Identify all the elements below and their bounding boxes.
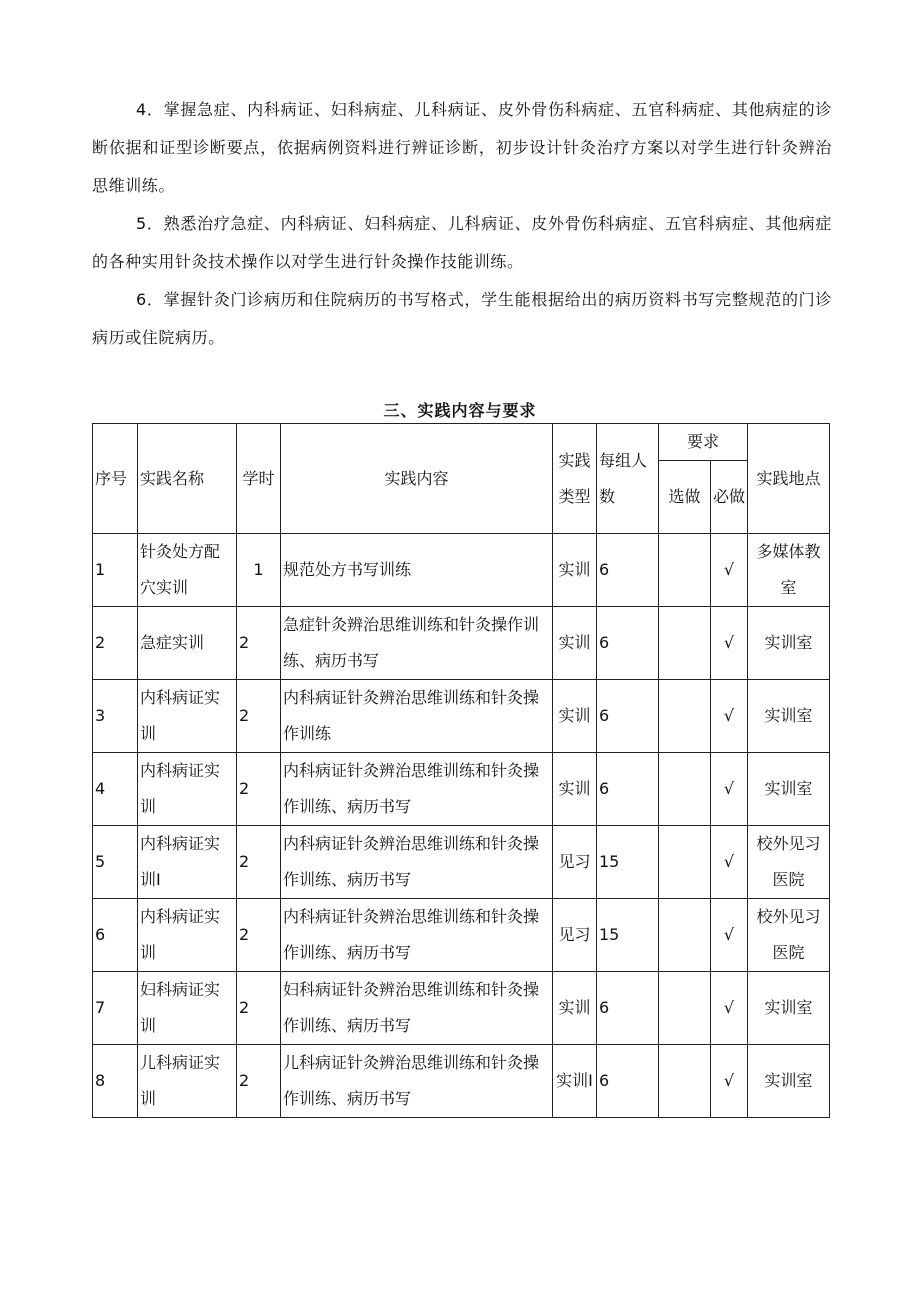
- cell-required-check: √: [711, 680, 748, 753]
- header-requirement: 要求: [659, 424, 748, 461]
- cell-optional: [659, 826, 711, 899]
- cell-seq: 8: [93, 1045, 138, 1118]
- cell-seq: 6: [93, 899, 138, 972]
- cell-optional: [659, 972, 711, 1045]
- cell-required-check: √: [711, 753, 748, 826]
- header-required: 必做: [711, 461, 748, 534]
- cell-content: 妇科病证针灸辨治思维训练和针灸操作训练、病历书写: [281, 972, 553, 1045]
- cell-hours: 2: [237, 1045, 281, 1118]
- cell-group-size: 6: [597, 680, 659, 753]
- cell-content: 内科病证针灸辨治思维训练和针灸操作训练、病历书写: [281, 899, 553, 972]
- cell-location: 实训室: [748, 1045, 830, 1118]
- header-group-size: 每组人数: [597, 424, 659, 534]
- header-seq: 序号: [93, 424, 138, 534]
- cell-location: 校外见习医院: [748, 899, 830, 972]
- cell-group-size: 15: [597, 826, 659, 899]
- cell-seq: 3: [93, 680, 138, 753]
- cell-seq: 5: [93, 826, 138, 899]
- cell-content: 规范处方书写训练: [281, 534, 553, 607]
- cell-content: 内科病证针灸辨治思维训练和针灸操作训练、病历书写: [281, 753, 553, 826]
- cell-type: 实训: [553, 680, 597, 753]
- cell-required-check: √: [711, 1045, 748, 1118]
- cell-hours: 2: [237, 826, 281, 899]
- cell-name: 妇科病证实训: [138, 972, 237, 1045]
- cell-name: 内科病证实训: [138, 899, 237, 972]
- cell-location: 实训室: [748, 607, 830, 680]
- cell-location: 多媒体教室: [748, 534, 830, 607]
- header-location: 实践地点: [748, 424, 830, 534]
- paragraph-item-4: 4．掌握急症、内科病证、妇科病症、儿科病证、皮外骨伤科病症、五官科病症、其他病症的诊断依据和证型诊断要点，依据病例资料进行辨证诊断，初步设计针灸治疗方案以对学生进行针灸辨治思维训练。: [92, 100, 832, 195]
- cell-hours: 1: [237, 534, 281, 607]
- cell-name: 儿科病证实训: [138, 1045, 237, 1118]
- cell-name: 内科病证实训: [138, 680, 237, 753]
- cell-group-size: 15: [597, 899, 659, 972]
- cell-required-check: √: [711, 534, 748, 607]
- cell-group-size: 6: [597, 753, 659, 826]
- cell-group-size: 6: [597, 534, 659, 607]
- cell-content: 急症针灸辨治思维训练和针灸操作训练、病历书写: [281, 607, 553, 680]
- cell-location: 实训室: [748, 753, 830, 826]
- cell-name: 急症实训: [138, 607, 237, 680]
- cell-required-check: √: [711, 972, 748, 1045]
- header-hours: 学时: [237, 424, 281, 534]
- paragraph-item-6: 6．掌握针灸门诊病历和住院病历的书写格式，学生能根据给出的病历资料书写完整规范的门诊病历或住院病历。: [92, 290, 832, 347]
- cell-type: 实训I: [553, 1045, 597, 1118]
- cell-optional: [659, 607, 711, 680]
- cell-group-size: 6: [597, 607, 659, 680]
- table-row: [93, 607, 830, 680]
- cell-hours: 2: [237, 972, 281, 1045]
- cell-type: 实训: [553, 607, 597, 680]
- cell-name: 针灸处方配穴实训: [138, 534, 237, 607]
- cell-location: 实训室: [748, 680, 830, 753]
- cell-optional: [659, 534, 711, 607]
- cell-group-size: 6: [597, 972, 659, 1045]
- table-row: [93, 972, 830, 1045]
- cell-location: 实训室: [748, 972, 830, 1045]
- cell-location: 校外见习医院: [748, 826, 830, 899]
- practice-table: [92, 423, 830, 1118]
- header-content: 实践内容: [281, 424, 553, 534]
- table-row: [93, 826, 830, 899]
- cell-hours: 2: [237, 753, 281, 826]
- cell-required-check: √: [711, 899, 748, 972]
- cell-name: 内科病证实训I: [138, 826, 237, 899]
- cell-seq: 1: [93, 534, 138, 607]
- cell-type: 实训: [553, 972, 597, 1045]
- header-type: 实践类型: [553, 424, 597, 534]
- cell-type: 实训: [553, 534, 597, 607]
- cell-optional: [659, 1045, 711, 1118]
- cell-type: 实训: [553, 753, 597, 826]
- cell-seq: 4: [93, 753, 138, 826]
- table-row: [93, 753, 830, 826]
- cell-required-check: √: [711, 607, 748, 680]
- cell-content: 儿科病证针灸辨治思维训练和针灸操作训练、病历书写: [281, 1045, 553, 1118]
- cell-seq: 2: [93, 607, 138, 680]
- cell-type: 见习: [553, 826, 597, 899]
- cell-optional: [659, 753, 711, 826]
- cell-content: 内科病证针灸辨治思维训练和针灸操作训练、病历书写: [281, 826, 553, 899]
- table-row: [93, 1045, 830, 1118]
- table-header: [93, 424, 830, 534]
- cell-content: 内科病证针灸辨治思维训练和针灸操作训练: [281, 680, 553, 753]
- cell-name: 内科病证实训: [138, 753, 237, 826]
- cell-optional: [659, 899, 711, 972]
- table-row: [93, 680, 830, 753]
- header-name: 实践名称: [138, 424, 237, 534]
- cell-seq: 7: [93, 972, 138, 1045]
- table-row: [93, 899, 830, 972]
- cell-hours: 2: [237, 607, 281, 680]
- header-optional: 选做: [659, 461, 711, 534]
- table-row: [93, 534, 830, 607]
- cell-group-size: 6: [597, 1045, 659, 1118]
- cell-optional: [659, 680, 711, 753]
- cell-hours: 2: [237, 899, 281, 972]
- cell-type: 见习: [553, 899, 597, 972]
- paragraph-item-5: 5．熟悉治疗急症、内科病证、妇科病症、儿科病证、皮外骨伤科病症、五官科病症、其他病症的各种实用针灸技术操作以对学生进行针灸操作技能训练。: [92, 214, 832, 271]
- section-title: 三、实践内容与要求: [383, 401, 537, 420]
- cell-hours: 2: [237, 680, 281, 753]
- cell-required-check: √: [711, 826, 748, 899]
